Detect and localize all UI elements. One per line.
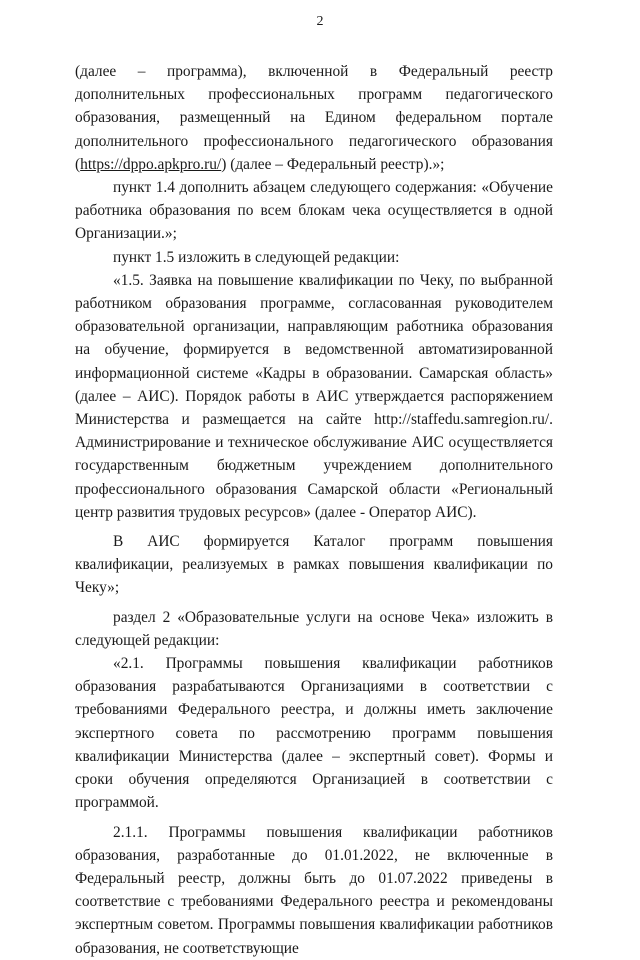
paragraph-section-2-intro: раздел 2 «Образовательные услуги на основе Чека» изложить в следующей редакции: <box>75 608 553 649</box>
paragraph-item-2-1: «2.1. Программы повышения квалификации работников образования разрабатываются Организациями в соответствии с требованиями Федерального реестра, и должны иметь заключение экспертного совета по рассмотрению программ повышения квалификации Министерства (далее – экспертный совет). Формы и сроки обучения определяются Организацией в соответствии с программой. <box>75 655 553 812</box>
document-body <box>75 60 553 960</box>
page-number: 2 <box>316 14 324 29</box>
paragraph-item-1-5-intro: пункт 1.5 изложить в следующей редакции: <box>113 248 400 266</box>
paragraph-text: ) (далее – Федеральный реестр).»; <box>221 155 445 173</box>
paragraph-item-1-5: «1.5. Заявка на повышение квалификации по Чеку, по выбранной работником образования программе, согласованная руководителем образовательной организации, направляющим работника образования на обучение, формируется в ведомственной автоматизированной информационной системе «Кадры в образовании. Самарская область» (далее – АИС). Порядок работы в АИС утверждается распоряжением Министерства и размещается на сайте http://staffedu.samregion.ru/. Администрирование и техническое обслуживание АИС осуществляется государственным бюджетным учреждением дополнительного профессионального образования Самарской области «Региональный центр развития трудовых ресурсов» (далее - Оператор АИС). <box>75 271 553 521</box>
registry-link[interactable]: https://dppo.apkpro.ru/ <box>80 155 222 173</box>
paragraph-item-1-4: пункт 1.4 дополнить абзацем следующего содержания: «Обучение работника образования по всем блокам чека осуществляется в одной Организации.»; <box>75 179 553 243</box>
paragraph-continuation <box>75 60 553 176</box>
paragraph-item-2-1-1: 2.1.1. Программы повышения квалификации работников образования, разработанные до 01.01.2022, не включенные в Федеральный реестр, должны быть до 01.07.2022 приведены в соответствие с требованиями Федерального реестра и рекомендованы экспертным советом. Программы повышения квалификации работников образования, не соответствующие <box>75 823 553 957</box>
paragraph-text: (далее – программа), включенной в Федеральный реестр дополнительных профессиональных программ педагогического образования, размещенный на Едином федеральном портале дополнительного профессионального педагогического образования ( <box>75 63 553 173</box>
paragraph-ais-catalog: В АИС формируется Каталог программ повышения квалификации, реализуемых в рамках повышения квалификации по Чеку»; <box>75 533 553 597</box>
